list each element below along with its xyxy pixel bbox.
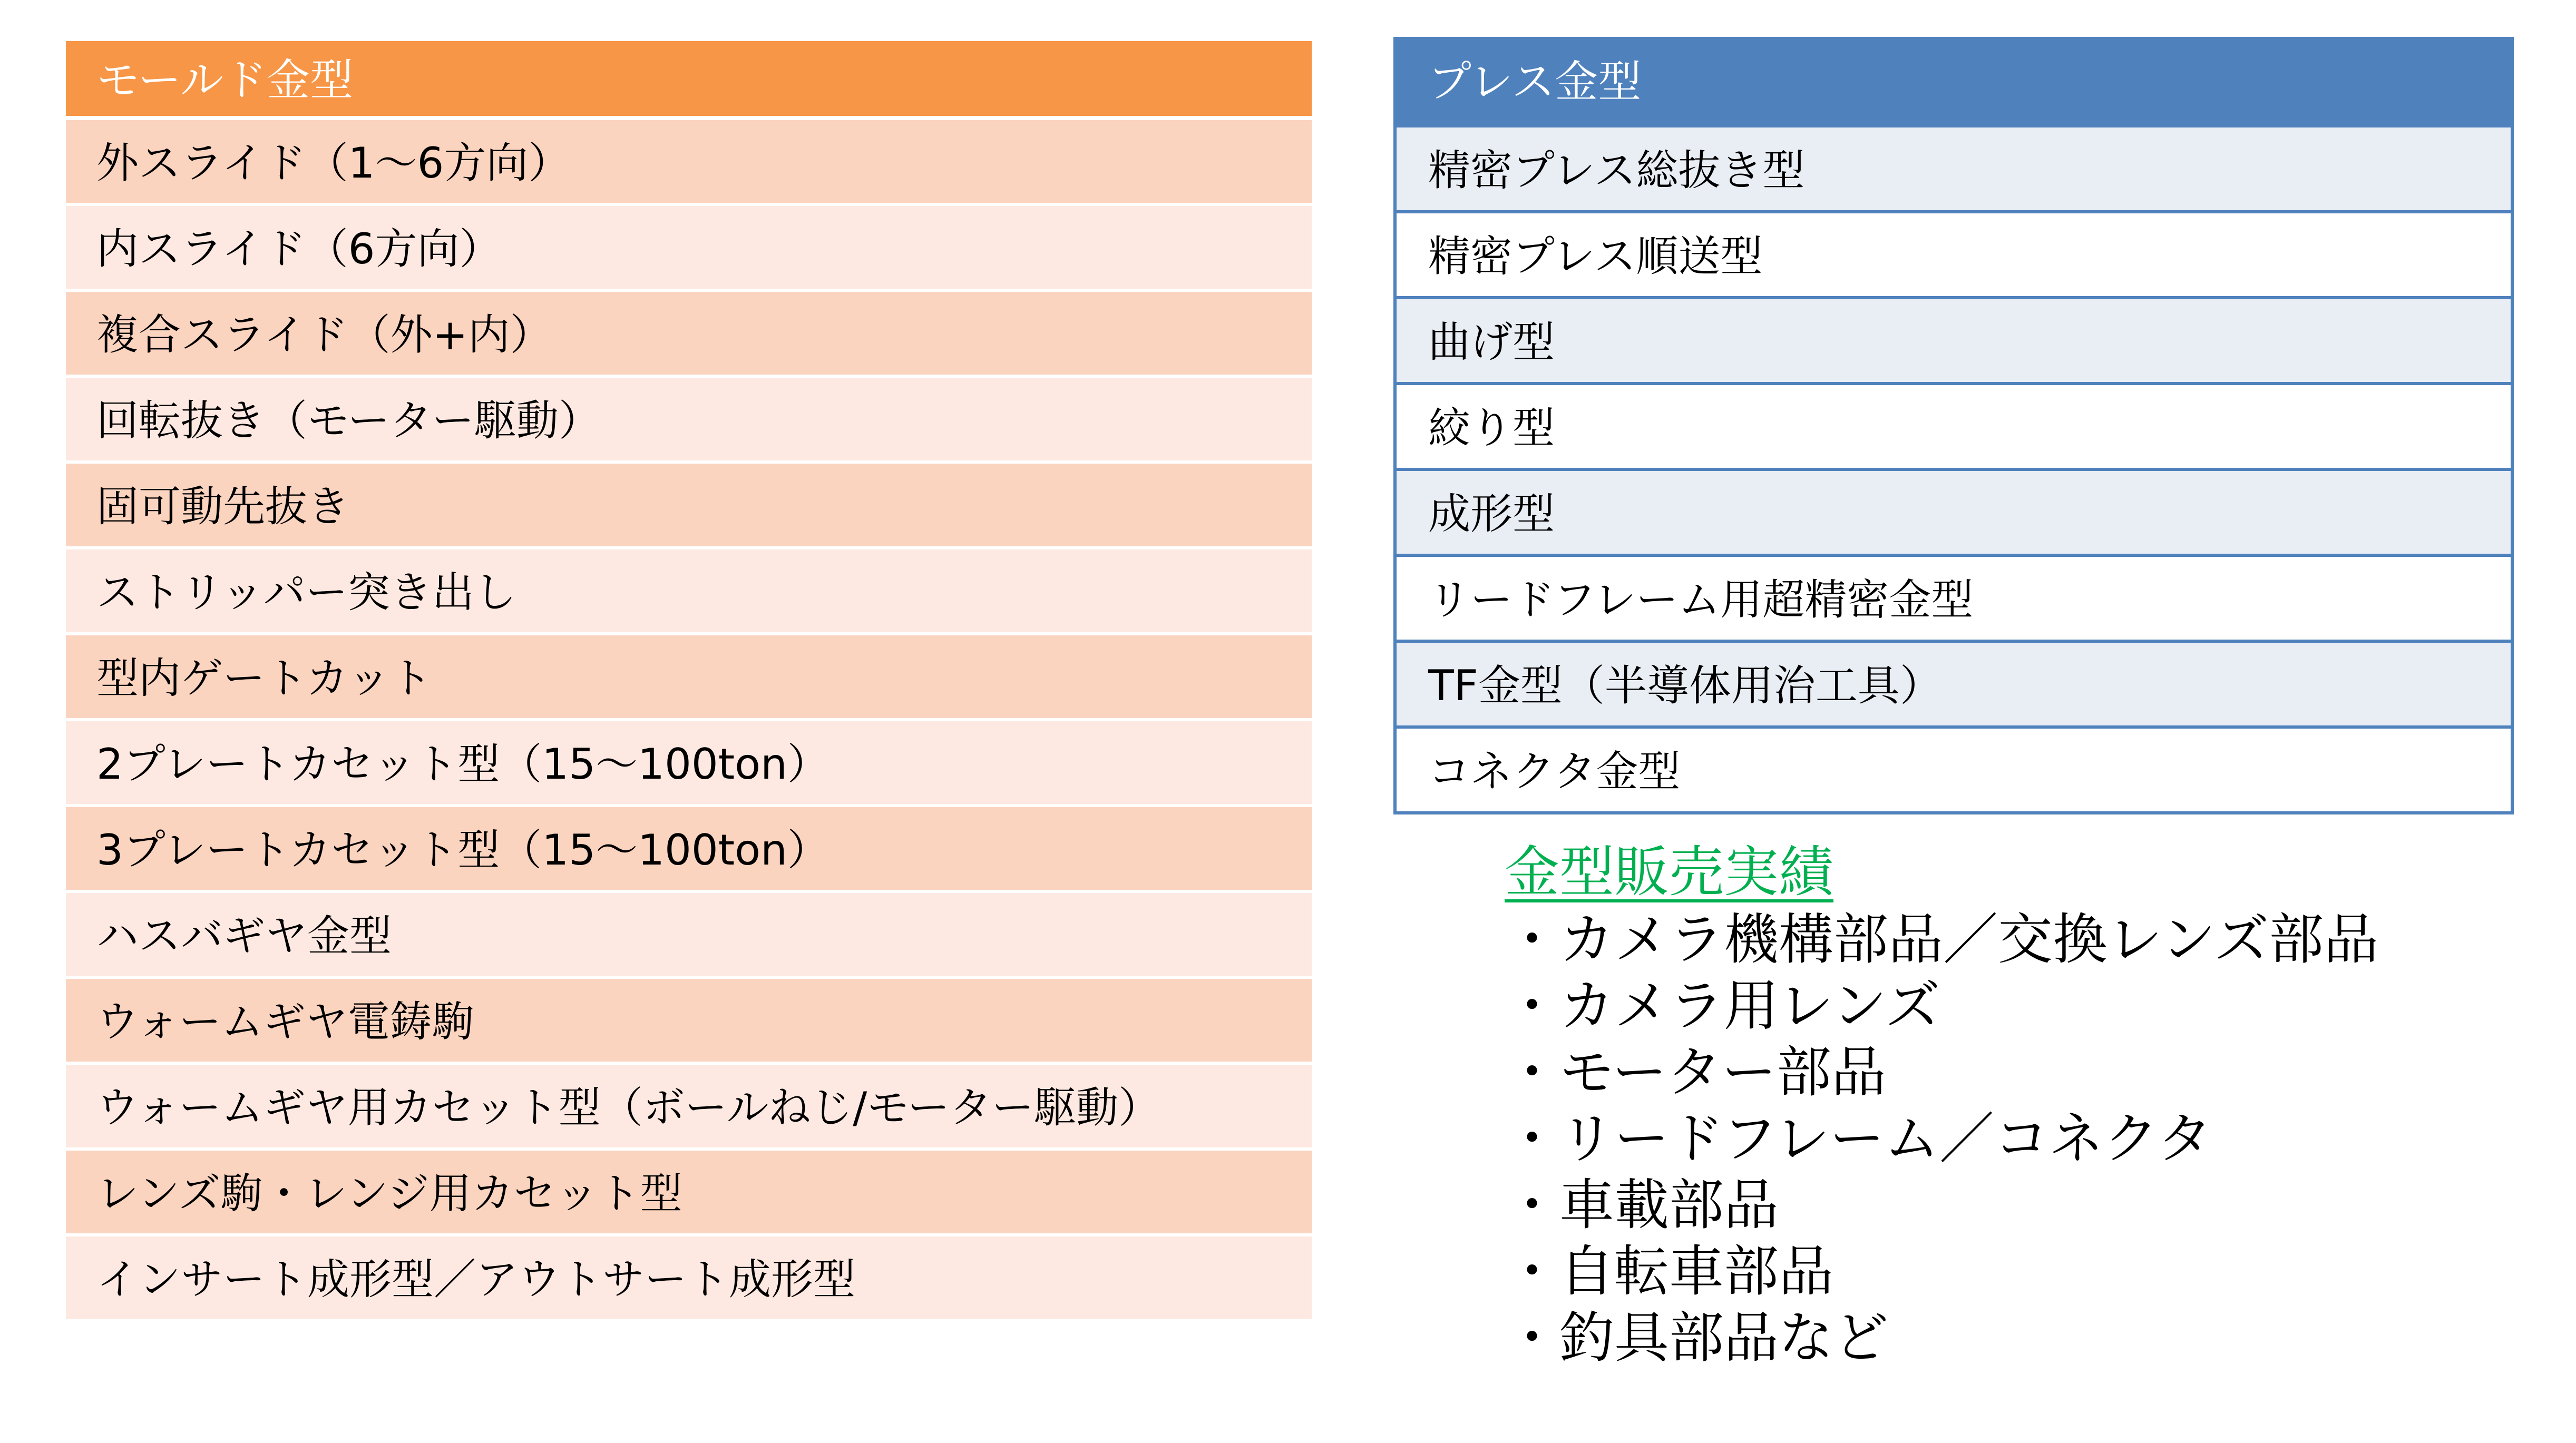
mold-row: 内スライド（6方向） <box>66 206 1312 292</box>
press-row: コネクタ金型 <box>1397 725 2511 811</box>
sales-record-item: ・リードフレーム／コネクタ <box>1505 1106 2212 1171</box>
mold-row: インサート成形型／アウトサート成形型 <box>66 1236 1312 1322</box>
mold-row: 回転抜き（モーター駆動） <box>66 378 1312 464</box>
press-row: 成形型 <box>1397 468 2511 554</box>
mold-row: ハスバギヤ金型 <box>66 893 1312 979</box>
press-table-rows <box>1397 124 2511 811</box>
sales-record-block <box>1505 838 2378 1371</box>
sales-record-item: ・カメラ機構部品／交換レンズ部品 <box>1505 907 2379 971</box>
sales-record-title: 金型販売実績 <box>1505 840 1834 904</box>
mold-row: ストリッパー突き出し <box>66 549 1312 635</box>
mold-row: 複合スライド（外+内） <box>66 292 1312 378</box>
press-row: 曲げ型 <box>1397 296 2511 382</box>
mold-row: レンズ駒・レンジ用カセット型 <box>66 1151 1312 1236</box>
sales-record-item: ・モーター部品 <box>1505 1040 1886 1104</box>
sales-record-item: ・カメラ用レンズ <box>1505 974 1940 1038</box>
mold-row: ウォームギヤ電鋳駒 <box>66 979 1312 1065</box>
press-row: 精密プレス総抜き型 <box>1397 124 2511 210</box>
sales-record-item: ・自転車部品 <box>1505 1239 1834 1303</box>
mold-row: 型内ゲートカット <box>66 635 1312 721</box>
mold-row: 固可動先抜き <box>66 464 1312 549</box>
press-row: TF金型（半導体用治工具） <box>1397 640 2511 725</box>
press-row: リードフレーム用超精密金型 <box>1397 554 2511 640</box>
mold-table-header: モールド金型 <box>66 41 1312 120</box>
press-row: 絞り型 <box>1397 382 2511 468</box>
press-table-header: プレス金型 <box>1397 40 2511 124</box>
press-die-table <box>1393 37 2514 814</box>
mold-row: 2プレートカセット型（15～100ton） <box>66 721 1312 807</box>
press-row: 精密プレス順送型 <box>1397 210 2511 296</box>
mold-row: ウォームギヤ用カセット型（ボールねじ/モーター駆動） <box>66 1065 1312 1151</box>
mold-row: 3プレートカセット型（15～100ton） <box>66 807 1312 893</box>
mold-table-rows <box>66 120 1312 1322</box>
mold-die-table <box>66 41 1312 1322</box>
sales-record-item: ・釣具部品など <box>1505 1305 1889 1370</box>
mold-row: 外スライド（1～6方向） <box>66 120 1312 206</box>
sales-record-item: ・車載部品 <box>1505 1173 1779 1237</box>
